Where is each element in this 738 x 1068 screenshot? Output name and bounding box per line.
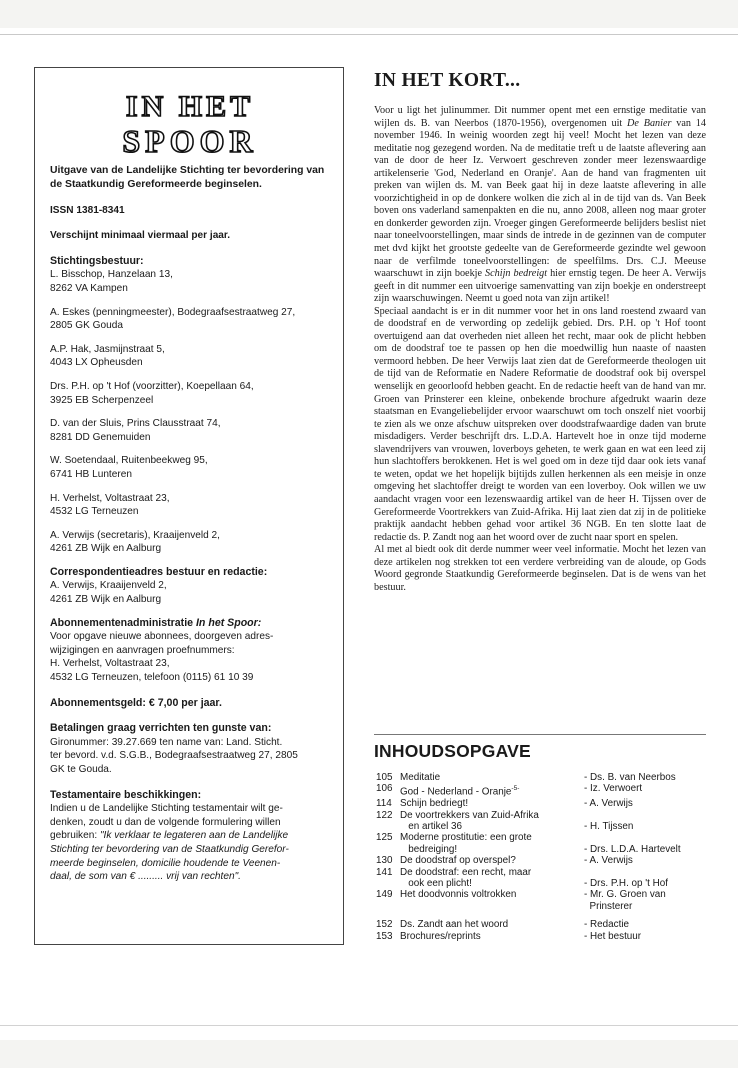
scan-margin-top: [0, 0, 738, 28]
toc-author: - Mr. G. Groen van: [584, 889, 666, 901]
testament-prefix: gebruiken:: [50, 830, 100, 842]
toc-title: [400, 821, 584, 832]
toc-row: [376, 867, 708, 878]
board-member-postcode: 2805 GK Gouda: [50, 320, 123, 332]
toc-title: [400, 783, 584, 798]
logo-line-1: IN HET: [125, 90, 254, 123]
toc-title-text: Het doodvonnis voltrokken: [400, 889, 517, 901]
board-member-postcode: 4261 ZB Wijk en Aalburg: [50, 543, 162, 555]
toc-title-text: De voortrekkers van Zuid-Afrika: [400, 809, 539, 821]
toc-author: - Redactie: [584, 919, 630, 931]
toc-row: [376, 878, 708, 889]
paragraph-1-text: van 14 november 1946. In weinig woorden zegt hij veel! Mocht het lezen van deze meditatie nog gezegend worden. Na de meditatie treft u de laatste aflevering aan van de door de heer Iz. Verwoert geschreven zonder meer lezenswaardige artikelenserie 'God, Nederland en Oranje'. Aan de hand van fragmenten uit preken van wijlen ds. M. van Beek gaat hij in deze laatste aflevering in alle voorzichtigheid in op de donkere wolken die zich al in de tijd van ds. Van Beek boven ons vaderland samenpakten en die nu, anno 2008, alleen nog maar groter en donkerder geworden zijn. Vroeger gingen Gereformeerde belijders beslist niet naar toneelvoorstellingen, maar sinds de intrede in de gezinnen van de computer met dvd kijkt het grootste gedeelte van de Gereformeerde gezindte wel gewoon naar de verfilmde toneelvoorstellingen: de speelfilms. Drs. C.J. Meeuse waarschuwt in zijn boekje: [374, 117, 706, 280]
toc-title-text: De doodstraf op overspel?: [400, 855, 516, 867]
subscription-heading-text: Abonnementenadministratie: [50, 616, 196, 629]
toc-page-number: 152: [376, 919, 393, 931]
toc-row: [376, 821, 708, 832]
toc-title-text: Ds. Zandt aan het woord: [400, 919, 509, 931]
toc-row: [376, 931, 708, 942]
toc-title-text: De doodstraf: een recht, maar: [400, 866, 532, 878]
toc-row: [376, 889, 708, 900]
subscription-line: 4532 LG Terneuzen, telefoon (0115) 61 10 39: [50, 672, 254, 684]
board-member-postcode: 4532 LG Terneuzen: [50, 506, 139, 518]
issn: ISSN 1381-8341: [50, 204, 125, 216]
toc-author: - H. Tijssen: [584, 820, 634, 832]
board-member-name: H. Verhelst, Voltastraat 23,: [50, 492, 170, 504]
toc-author: [584, 810, 708, 821]
banier-title: De Banier: [627, 117, 672, 129]
toc-author: - Iz. Verwoert: [584, 783, 643, 795]
toc-part-number: -5-: [511, 785, 520, 793]
board-member-name: L. Bisschop, Hanzelaan 13,: [50, 269, 173, 281]
board-member: [50, 306, 329, 333]
board-member: [50, 343, 329, 370]
board-member: [50, 492, 329, 519]
toc-title-text: bedreiging!: [400, 843, 458, 855]
toc-page-number: 149: [376, 889, 393, 901]
schijn-bedreigt-title: Schijn bedreigt: [485, 268, 548, 280]
toc-spacer: [376, 912, 708, 919]
board-member-name: A.P. Hak, Jasmijnstraat 5,: [50, 343, 165, 355]
subscription-heading: [50, 617, 329, 631]
toc-title: [400, 901, 584, 912]
testament-line: [50, 829, 329, 843]
magazine-title-italic: In het Spoor:: [195, 616, 262, 629]
toc-page-number: 105: [376, 772, 393, 783]
scan-edge-line-bottom: [0, 1025, 738, 1026]
colophon-box: [34, 67, 344, 945]
toc-title-text: Moderne prostitutie: een grote: [400, 832, 532, 844]
toc-page-number: [376, 901, 400, 912]
board-member: [50, 417, 329, 444]
logo-line-2: SPOOR: [121, 123, 258, 156]
toc-author: Prinsterer: [584, 900, 633, 912]
toc-title-text: ook een plicht!: [400, 877, 472, 889]
toc-title: [400, 855, 584, 866]
toc-page-number: [376, 878, 400, 889]
toc-title: [400, 798, 584, 809]
toc-page-number: [376, 821, 400, 832]
toc-title-text: Meditatie: [400, 772, 441, 783]
correspondence-heading: Correspondentieadres bestuur en redactie:: [50, 565, 268, 578]
toc-author: - Ds. B. van Neerbos: [584, 772, 676, 783]
toc-title: [400, 878, 584, 889]
board-member-name: D. van der Sluis, Prins Clausstraat 74,: [50, 418, 221, 430]
paragraph-2: Speciaal aandacht is er in dit nummer voor het in ons land roestend zwaard van de doodstraf en de verwording op zedelijk gebied. Drs. P.H. op 't Hof toont overtuigend aan dat overheden niet alleen het recht, maar ook de plicht hebben om de doodstraf toe te passen op hen die moedwillig hun naaste of naasten vermoord hebben. De heer Verwijs laat zien dat de Gereformeerde theologen uit de tijd van de Reformatie en Nadere Reformatie de doodstraf ook bij overspel wenselijk en geoorloofd hebben geacht. En de redactie heeft van de hand van mr. Groen van Prinsterer een kleine, onbekende brochure afgedrukt waarin deze staatsman en Evangeliebelijder ervoor waarschuwt om toch onszelf niet voorbij te zien als we onze afschuw uitspreken over doodstrafwaardige daden van brute misdadigers. Verder beschrijft drs. L.D.A. Hartevelt hoe in onze tijd moderne slavendrijvers van vrouwen, loverboys geheten, te werk gaan en wat een leed zij hun slachtoffers berokkenen. Het is wel goed om in deze tijd daar ook iets vanaf te weten, opdat we het hopelijk bijtijds zullen herkennen als een meisje in onze omgeving het slachtoffer dreigt te worden van een loverboy. Ook willen we uw aandacht vragen voor een lezenswaardig artikel van de heer H. Tijssen over de Gereformeerde Voortrekkers van Zuid-Afrika. Hij laat zien dat zij in de politieke praktijk aandacht hebben gehad voor artikel 36 NGB. En ten slotte laat de redactie ds. P. Zandt nog aan het woord over de zucht naar sport en spelen.: [374, 305, 706, 543]
toc-title: [400, 919, 584, 930]
board-member-name: Drs. P.H. op 't Hof (voorzitter), Koepellaan 64,: [50, 380, 254, 392]
in-het-kort-section: [374, 68, 706, 594]
correspondence-line: A. Verwijs, Kraaijenveld 2,: [50, 580, 167, 592]
board-member: [50, 454, 329, 481]
board-heading: Stichtingsbestuur:: [50, 254, 144, 267]
payment-info: [50, 736, 329, 777]
toc-page-number: 122: [376, 809, 393, 821]
testament-line: Indien u de Landelijke Stichting testamentair wilt ge-: [50, 803, 283, 815]
testament-quote-line: daal, de som van € ......... vrij van rechten".: [50, 871, 241, 883]
toc-page-number: 141: [376, 866, 393, 878]
payment-line: GK te Gouda.: [50, 764, 112, 775]
toc-row: [376, 832, 708, 843]
publisher-statement: Uitgave van de Landelijke Stichting ter bevordering van de Staatkundig Gereformeerde beginselen.: [50, 165, 325, 190]
toc-row: [376, 919, 708, 930]
correspondence-address: [50, 579, 329, 606]
board-member-postcode: 3925 EB Scherpenzeel: [50, 394, 154, 406]
toc-row: [376, 901, 708, 912]
board-list: [50, 268, 329, 556]
scan-margin-bottom: [0, 1040, 738, 1068]
toc-title-text: Brochures/reprints: [400, 930, 481, 942]
board-member-postcode: 4043 LX Opheusden: [50, 357, 143, 369]
toc-author: - Het bestuur: [584, 930, 642, 942]
toc-row: [376, 783, 708, 798]
testament-quote-line: meerde beginselen, domicilie houdende te Veenen-: [50, 857, 281, 869]
subscription-line: Voor opgave nieuwe abonnees, doorgeven adres-: [50, 631, 274, 643]
paragraph-3: Al met al biedt ook dit derde nummer weer veel informatie. Mocht het lezen van deze artikelen nog strekken tot een verdere verbreiding van de aloude, op Gods Woord gegronde Staatkundig Gereformeerde beginselen. Dat is de wens van het bestuur.: [374, 544, 706, 593]
toc-title: [400, 867, 584, 878]
payment-line: Gironummer: 39.27.669 ten name van: Land. Sticht.: [50, 736, 283, 748]
toc-page-number: [376, 844, 400, 855]
frequency: Verschijnt minimaal viermaal per jaar.: [50, 230, 231, 242]
board-member-name: A. Verwijs (secretaris), Kraaijenveld 2,: [50, 529, 220, 541]
toc-author: - Drs. L.D.A. Hartevelt: [584, 843, 681, 855]
in-het-kort-heading: IN HET KORT...: [374, 70, 521, 91]
testament-heading: Testamentaire beschikkingen:: [50, 788, 202, 801]
toc-title: [400, 889, 584, 900]
subscription-line: H. Verhelst, Voltastraat 23,: [50, 658, 170, 670]
board-member-postcode: 6741 HB Lunteren: [50, 468, 132, 480]
toc-author: - A. Verwijs: [584, 798, 633, 810]
payment-line: ter bevord. v.d. S.G.B., Bodegraafsestraatweg 27, 2805: [50, 750, 298, 762]
toc-author: - A. Verwijs: [584, 855, 633, 867]
in-het-spoor-logo: [75, 86, 305, 156]
toc-author: - Drs. P.H. op 't Hof: [584, 877, 669, 889]
board-member-name: A. Eskes (penningmeester), Bodegraafsestraatweg 27,: [50, 306, 296, 318]
section-divider: [374, 734, 706, 735]
subscription-fee: Abonnementsgeld: € 7,00 per jaar.: [50, 696, 222, 709]
paragraph-1: [374, 105, 706, 306]
toc-row: [376, 810, 708, 821]
board-member-name: W. Soetendaal, Ruitenbeekweg 95,: [50, 455, 208, 467]
subscription-line: wijzigingen en aanvragen proefnummers:: [50, 644, 235, 656]
testament-quote-line: Stichting ter bevordering van de Staatkundig Gerefor-: [50, 843, 289, 855]
testament-info: [50, 802, 329, 884]
toc-page-number: 106: [376, 783, 393, 795]
toc-title: [400, 810, 584, 821]
toc-row: [376, 844, 708, 855]
toc-row: [376, 798, 708, 809]
toc-heading: INHOUDSOPGAVE: [374, 741, 531, 761]
toc-title-text: en artikel 36: [400, 820, 463, 832]
toc-title-text: Schijn bedriegt!: [400, 798, 469, 810]
board-member-postcode: 8262 VA Kampen: [50, 282, 128, 294]
board-member: [50, 380, 329, 407]
toc-row: [376, 772, 708, 783]
in-het-kort-body: [374, 105, 706, 594]
toc-page-number: 130: [376, 855, 393, 867]
payment-heading: Betalingen graag verrichten ten gunste van:: [50, 722, 272, 735]
toc-page-number: 125: [376, 832, 393, 844]
toc-author: [584, 832, 708, 843]
paragraph-1-text: hier ernstig tegen. De heer A. Verwijs geeft in dit nummer een uitvoerige samenvatting van zijn boekje en onderstreept zijn waarschuwingen. Neemt u goed nota van zijn artikel!: [374, 268, 706, 305]
toc-title: [400, 772, 584, 783]
toc-row: [376, 855, 708, 866]
paragraph-1-text: Voor u ligt het julinummer. Dit nummer opent met een ernstige meditatie van wijlen ds. B. van Neerbos (1870-1956), overgenomen uit: [374, 105, 706, 129]
scan-edge-line-top: [0, 34, 738, 35]
toc-page-number: 153: [376, 930, 393, 942]
toc-title-text: God - Nederland - Oranje: [400, 786, 512, 798]
board-member-postcode: 8281 DD Genemuiden: [50, 431, 151, 443]
table-of-contents: [376, 772, 708, 942]
toc-author: [584, 867, 708, 878]
correspondence-line: 4261 ZB Wijk en Aalburg: [50, 594, 162, 606]
toc-title: [400, 844, 584, 855]
subscription-info: [50, 630, 329, 684]
board-member: [50, 268, 329, 295]
testament-quote-start: "Ik verklaar te legateren aan de Landelijke: [99, 830, 289, 842]
testament-line: denken, zoudt u dan de volgende formulering willen: [50, 816, 281, 828]
toc-title: [400, 832, 584, 843]
board-member: [50, 529, 329, 556]
toc-page-number: 114: [376, 798, 392, 810]
toc-title: [400, 931, 584, 942]
